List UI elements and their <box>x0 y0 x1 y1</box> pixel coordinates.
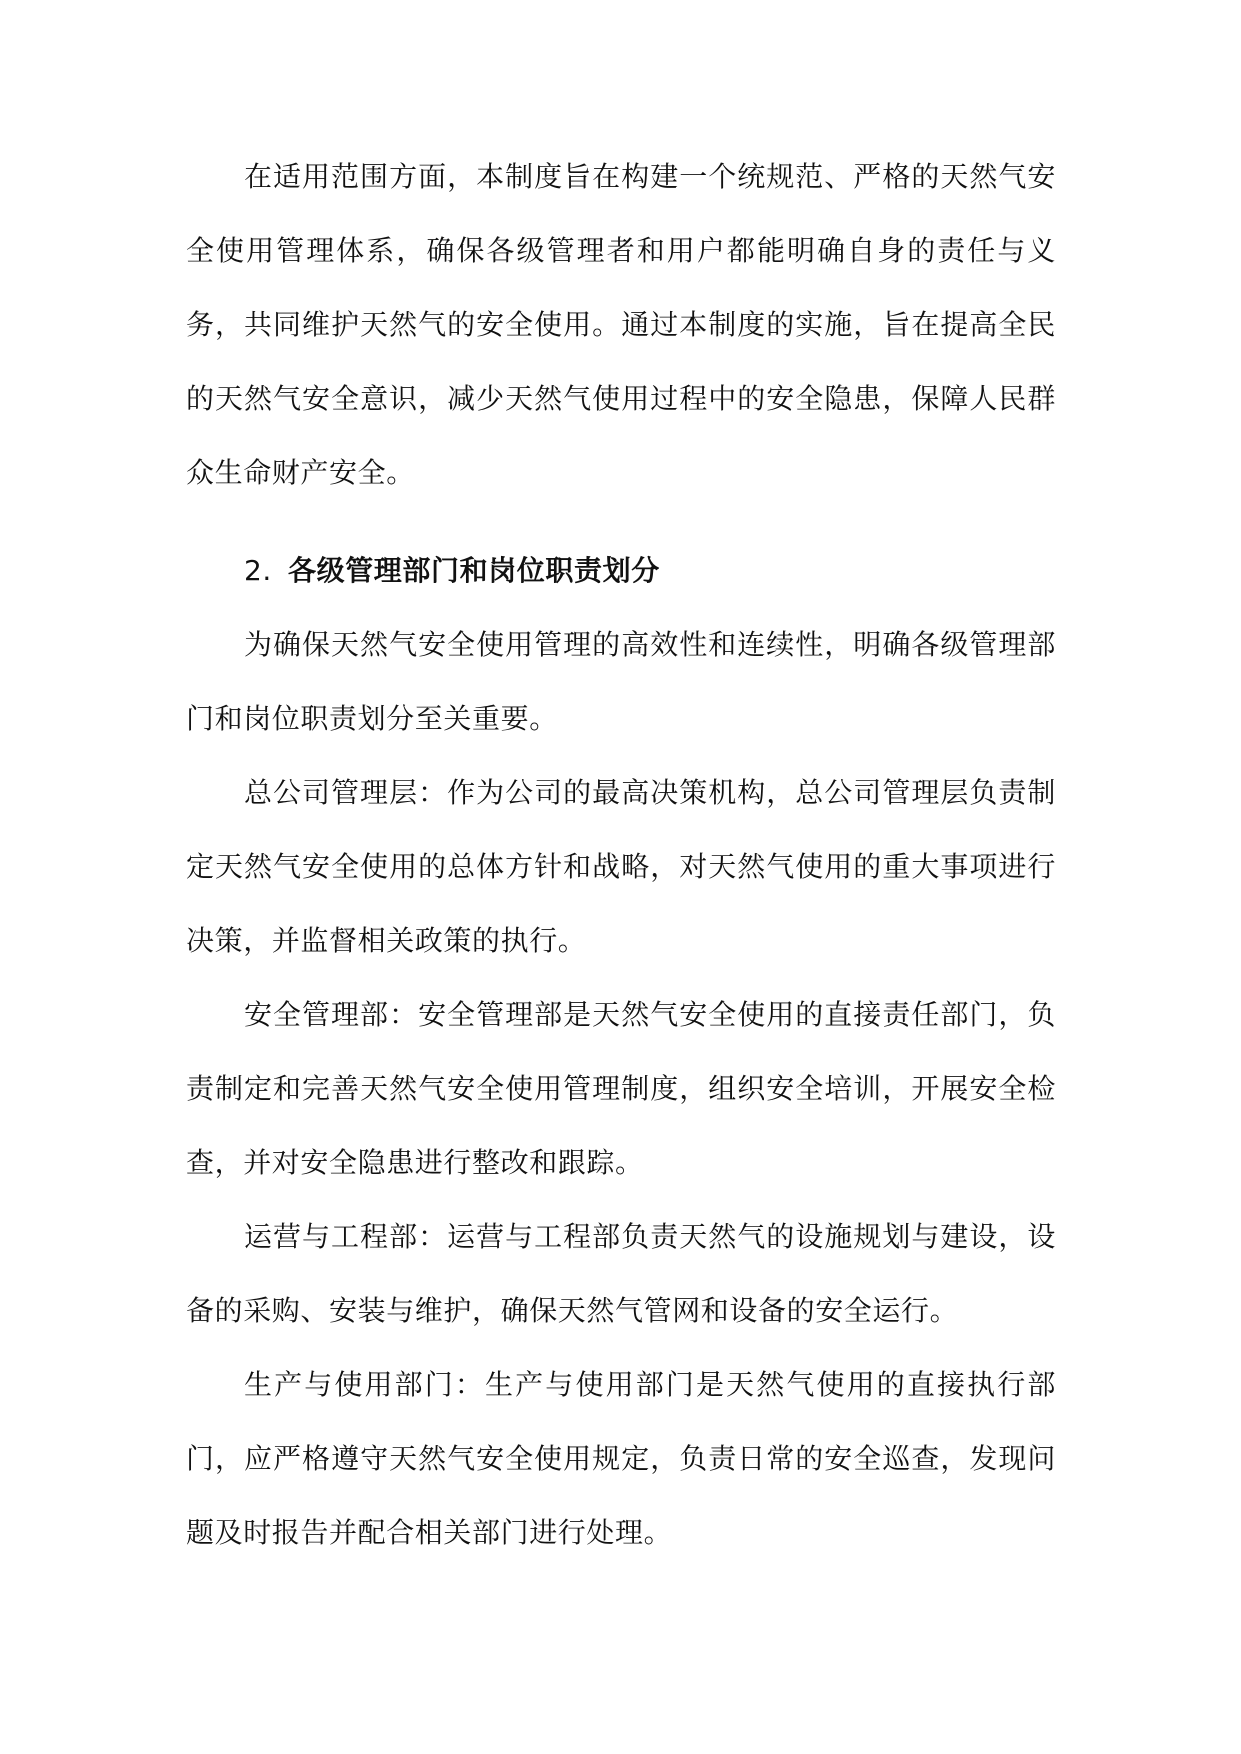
paragraph-headquarters-management: 总公司管理层：作为公司的最高决策机构，总公司管理层负责制定天然气安全使用的总体方针和战略，对天然气使用的重大事项进行决策，并监督相关政策的执行。 <box>186 776 1056 957</box>
paragraph-production-usage-dept: 生产与使用部门：生产与使用部门是天然气使用的直接执行部门，应严格遵守天然气安全使用规定，负责日常的安全巡查，发现问题及时报告并配合相关部门进行处理。 <box>186 1368 1056 1549</box>
section-heading <box>186 534 1056 608</box>
paragraph-overview: 为确保天然气安全使用管理的高效性和连续性，明确各级管理部门和岗位职责划分至关重要。 <box>186 628 1056 735</box>
document-body <box>186 140 1056 1570</box>
paragraph-operations-engineering-dept: 运营与工程部：运营与工程部负责天然气的设施规划与建设，设备的采购、安装与维护，确保天然气管网和设备的安全运行。 <box>186 1220 1056 1327</box>
intro-paragraph: 在适用范围方面，本制度旨在构建一个统规范、严格的天然气安全使用管理体系，确保各级管理者和用户都能明确自身的责任与义务，共同维护天然气的安全使用。通过本制度的实施，旨在提高全民的天然气安全意识，减少天然气使用过程中的安全隐患，保障人民群众生命财产安全。 <box>186 160 1056 489</box>
section-title: 各级管理部门和岗位职责划分 <box>288 554 660 587</box>
paragraph-safety-management-dept: 安全管理部：安全管理部是天然气安全使用的直接责任部门，负责制定和完善天然气安全使用管理制度，组织安全培训，开展安全检查，并对安全隐患进行整改和跟踪。 <box>186 998 1056 1179</box>
section-number: 2. <box>244 554 272 587</box>
